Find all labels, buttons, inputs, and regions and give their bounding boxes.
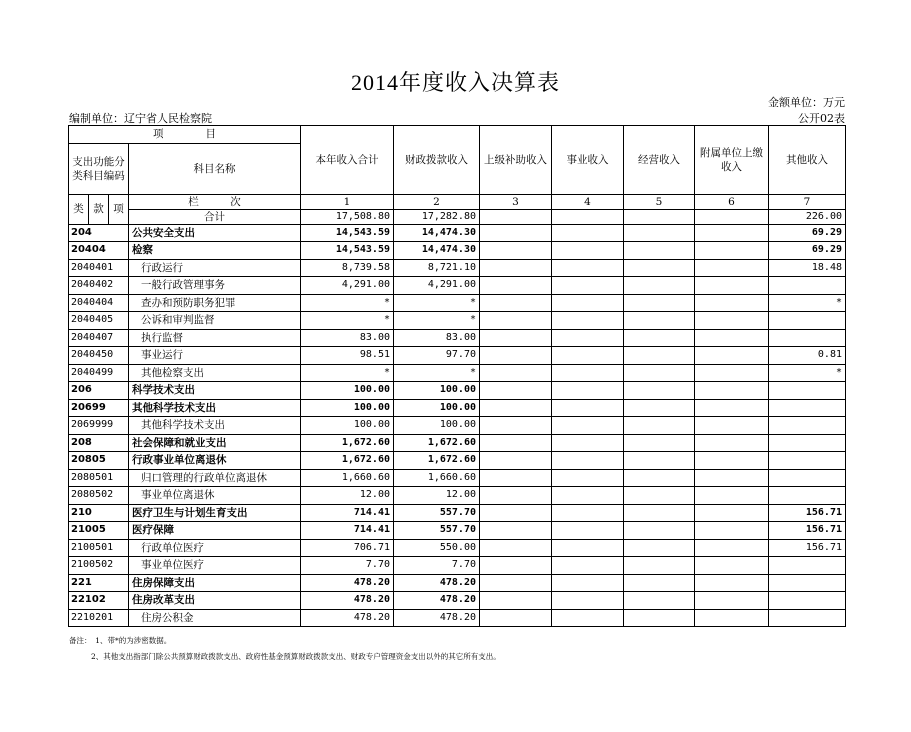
table-row (69, 522, 846, 540)
row-c2: 557.70 (394, 522, 480, 540)
row-c2: 14,474.30 (394, 242, 480, 260)
header-lei: 类 (69, 194, 89, 224)
note-1: 备注： 1、带*的为涉密数据。 (69, 636, 172, 645)
table-row (69, 312, 846, 330)
row-c5 (624, 452, 695, 470)
row-c1: * (301, 294, 394, 312)
row-c6 (695, 609, 769, 627)
row-c4 (552, 399, 624, 417)
row-c5 (624, 609, 695, 627)
row-subject-name: 行政运行 (129, 259, 301, 277)
row-subject-name: 医疗保障 (129, 522, 301, 540)
header-col4: 事业收入 (552, 126, 624, 195)
row-c4 (552, 574, 624, 592)
header-col5: 经营收入 (624, 126, 695, 195)
organization-label: 编制单位：辽宁省人民检察院 (69, 112, 212, 125)
row-c1: 1,660.60 (301, 469, 394, 487)
table-row (69, 242, 846, 260)
row-subject-name: 检察 (129, 242, 301, 260)
row-c1: 100.00 (301, 399, 394, 417)
row-subject-name: 事业单位离退休 (129, 487, 301, 505)
row-c7: 156.71 (769, 522, 846, 540)
row-c6 (695, 522, 769, 540)
row-subject-name: 查办和预防职务犯罪 (129, 294, 301, 312)
total-c3 (480, 209, 552, 224)
row-c3 (480, 592, 552, 610)
row-c2: 550.00 (394, 539, 480, 557)
row-code: 2210201 (69, 609, 129, 627)
row-c5 (624, 312, 695, 330)
row-c3 (480, 522, 552, 540)
row-c3 (480, 504, 552, 522)
row-c5 (624, 434, 695, 452)
row-c2: 478.20 (394, 574, 480, 592)
table-row (69, 364, 846, 382)
row-c5 (624, 364, 695, 382)
row-subject-name: 社会保障和就业支出 (129, 434, 301, 452)
row-c4 (552, 434, 624, 452)
row-c2: 1,660.60 (394, 469, 480, 487)
row-subject-name: 行政事业单位离退休 (129, 452, 301, 470)
row-c6 (695, 224, 769, 242)
row-c2: 100.00 (394, 417, 480, 435)
row-c6 (695, 277, 769, 295)
row-c3 (480, 574, 552, 592)
total-c2: 17,282.80 (394, 209, 480, 224)
row-c5 (624, 557, 695, 575)
row-c6 (695, 259, 769, 277)
amount-unit-label: 金额单位：万元 (768, 96, 845, 109)
row-c1: * (301, 364, 394, 382)
row-c6 (695, 382, 769, 400)
row-c6 (695, 539, 769, 557)
row-c4 (552, 609, 624, 627)
row-c3 (480, 452, 552, 470)
row-c2: 4,291.00 (394, 277, 480, 295)
row-c3 (480, 224, 552, 242)
total-label: 合计 (129, 209, 301, 224)
row-c6 (695, 487, 769, 505)
row-c3 (480, 434, 552, 452)
row-c5 (624, 522, 695, 540)
row-code: 21005 (69, 522, 129, 540)
row-c7: * (769, 294, 846, 312)
row-c4 (552, 364, 624, 382)
row-code: 2040499 (69, 364, 129, 382)
row-c4 (552, 259, 624, 277)
row-c2: 1,672.60 (394, 434, 480, 452)
row-c4 (552, 504, 624, 522)
row-c6 (695, 557, 769, 575)
row-c1: 478.20 (301, 609, 394, 627)
page-title: 2014年度收入决算表 (350, 70, 560, 95)
row-code: 2040405 (69, 312, 129, 330)
row-c4 (552, 329, 624, 347)
row-code: 206 (69, 382, 129, 400)
header-n2: 2 (394, 194, 480, 209)
table-row (69, 277, 846, 295)
row-c2: 1,672.60 (394, 452, 480, 470)
row-c7: 69.29 (769, 224, 846, 242)
header-col3: 上级补助收入 (480, 126, 552, 195)
form-code-label: 公开02表 (798, 112, 845, 125)
header-n6: 6 (695, 194, 769, 209)
row-c3 (480, 557, 552, 575)
header-kuan: 款 (89, 194, 109, 224)
row-c7: 156.71 (769, 504, 846, 522)
row-c1: 14,543.59 (301, 242, 394, 260)
row-c6 (695, 312, 769, 330)
table-row (69, 609, 846, 627)
row-c1: 706.71 (301, 539, 394, 557)
total-c1: 17,508.80 (301, 209, 394, 224)
row-c7: 18.48 (769, 259, 846, 277)
header-func-class: 支出功能分类科目编码 (69, 143, 129, 194)
header-col6: 附属单位上缴收入 (695, 126, 769, 195)
note-2: 2、其他支出指部门除公共预算财政拨款支出、政府性基金预算财政拨款支出、财政专户管理资金支出以外的其它所有支出。 (91, 652, 501, 661)
row-code: 2040402 (69, 277, 129, 295)
row-code: 2080501 (69, 469, 129, 487)
row-c4 (552, 242, 624, 260)
row-subject-name: 科学技术支出 (129, 382, 301, 400)
table-row (69, 224, 846, 242)
row-c6 (695, 417, 769, 435)
row-c3 (480, 487, 552, 505)
row-c3 (480, 347, 552, 365)
table-row (69, 294, 846, 312)
row-c7 (769, 277, 846, 295)
table-row (69, 592, 846, 610)
row-c3 (480, 417, 552, 435)
row-c7 (769, 609, 846, 627)
row-c1: 7.70 (301, 557, 394, 575)
row-c7: * (769, 364, 846, 382)
row-subject-name: 事业单位医疗 (129, 557, 301, 575)
table-row (69, 504, 846, 522)
row-code: 20805 (69, 452, 129, 470)
row-c3 (480, 469, 552, 487)
row-c3 (480, 382, 552, 400)
row-c1: 714.41 (301, 522, 394, 540)
row-c6 (695, 399, 769, 417)
row-c5 (624, 259, 695, 277)
row-c6 (695, 364, 769, 382)
header-n1: 1 (301, 194, 394, 209)
row-c3 (480, 364, 552, 382)
table-row (69, 382, 846, 400)
row-code: 221 (69, 574, 129, 592)
row-c5 (624, 417, 695, 435)
row-c6 (695, 469, 769, 487)
row-subject-name: 其他科学技术支出 (129, 399, 301, 417)
row-c5 (624, 487, 695, 505)
row-c1: 1,672.60 (301, 452, 394, 470)
row-c5 (624, 224, 695, 242)
row-c4 (552, 294, 624, 312)
header-xiang: 项 (109, 194, 129, 224)
table-row (69, 329, 846, 347)
row-c3 (480, 399, 552, 417)
row-code: 208 (69, 434, 129, 452)
table-row (69, 434, 846, 452)
row-code: 20699 (69, 399, 129, 417)
row-c2: 12.00 (394, 487, 480, 505)
row-c1: 98.51 (301, 347, 394, 365)
row-c3 (480, 329, 552, 347)
row-c2: 478.20 (394, 609, 480, 627)
row-c2: 100.00 (394, 399, 480, 417)
row-c5 (624, 399, 695, 417)
row-code: 20404 (69, 242, 129, 260)
row-c2: 100.00 (394, 382, 480, 400)
header-n3: 3 (480, 194, 552, 209)
row-code: 2080502 (69, 487, 129, 505)
row-c3 (480, 609, 552, 627)
row-c5 (624, 574, 695, 592)
row-c6 (695, 452, 769, 470)
table-row (69, 417, 846, 435)
row-subject-name: 一般行政管理事务 (129, 277, 301, 295)
row-c6 (695, 347, 769, 365)
row-c3 (480, 539, 552, 557)
row-c7 (769, 452, 846, 470)
row-c4 (552, 469, 624, 487)
table-row (69, 259, 846, 277)
table-row (69, 469, 846, 487)
row-code: 2040401 (69, 259, 129, 277)
row-c7 (769, 469, 846, 487)
row-c1: 14,543.59 (301, 224, 394, 242)
row-c2: 478.20 (394, 592, 480, 610)
header-col7: 其他收入 (769, 126, 846, 195)
row-c4 (552, 224, 624, 242)
table-row (69, 452, 846, 470)
table-row (69, 557, 846, 575)
row-c1: 83.00 (301, 329, 394, 347)
row-c4 (552, 312, 624, 330)
row-c5 (624, 242, 695, 260)
row-c1: 478.20 (301, 574, 394, 592)
row-c7: 156.71 (769, 539, 846, 557)
row-c1: 12.00 (301, 487, 394, 505)
row-c7 (769, 329, 846, 347)
row-subject-name: 行政单位医疗 (129, 539, 301, 557)
total-c7: 226.00 (769, 209, 846, 224)
total-c4 (552, 209, 624, 224)
row-code: 2100501 (69, 539, 129, 557)
row-subject-name: 公共安全支出 (129, 224, 301, 242)
header-n4: 4 (552, 194, 624, 209)
row-c1: 478.20 (301, 592, 394, 610)
row-c4 (552, 592, 624, 610)
table-row (69, 399, 846, 417)
row-code: 2040404 (69, 294, 129, 312)
row-c3 (480, 294, 552, 312)
row-c2: 557.70 (394, 504, 480, 522)
row-c1: 1,672.60 (301, 434, 394, 452)
row-c4 (552, 557, 624, 575)
row-c2: * (394, 364, 480, 382)
row-c5 (624, 592, 695, 610)
row-subject-name: 其他检察支出 (129, 364, 301, 382)
row-c6 (695, 294, 769, 312)
row-c6 (695, 592, 769, 610)
row-c4 (552, 277, 624, 295)
row-c3 (480, 259, 552, 277)
row-c5 (624, 329, 695, 347)
row-c1: 4,291.00 (301, 277, 394, 295)
row-subject-name: 住房公积金 (129, 609, 301, 627)
row-c6 (695, 242, 769, 260)
row-c2: 97.70 (394, 347, 480, 365)
row-c5 (624, 504, 695, 522)
table-row (69, 487, 846, 505)
row-c7 (769, 487, 846, 505)
row-c5 (624, 469, 695, 487)
row-c7 (769, 592, 846, 610)
header-item: 项 目 (69, 126, 301, 144)
row-c2: 7.70 (394, 557, 480, 575)
row-c4 (552, 347, 624, 365)
row-c4 (552, 417, 624, 435)
row-subject-name: 医疗卫生与计划生育支出 (129, 504, 301, 522)
row-c4 (552, 452, 624, 470)
row-c2: 83.00 (394, 329, 480, 347)
row-c7 (769, 574, 846, 592)
total-c5 (624, 209, 695, 224)
row-c2: 8,721.10 (394, 259, 480, 277)
row-c7 (769, 382, 846, 400)
header-n7: 7 (769, 194, 846, 209)
row-c7 (769, 417, 846, 435)
row-subject-name: 执行监督 (129, 329, 301, 347)
row-c1: * (301, 312, 394, 330)
row-code: 204 (69, 224, 129, 242)
row-c5 (624, 277, 695, 295)
row-c4 (552, 487, 624, 505)
header-lanci: 栏 次 (129, 194, 301, 209)
row-c2: * (394, 294, 480, 312)
row-subject-name: 住房保障支出 (129, 574, 301, 592)
row-c3 (480, 312, 552, 330)
row-c6 (695, 504, 769, 522)
row-c1: 8,739.58 (301, 259, 394, 277)
row-c2: 14,474.30 (394, 224, 480, 242)
row-c7: 0.81 (769, 347, 846, 365)
row-subject-name: 公诉和审判监督 (129, 312, 301, 330)
row-c5 (624, 539, 695, 557)
row-c7 (769, 434, 846, 452)
row-code: 210 (69, 504, 129, 522)
total-c6 (695, 209, 769, 224)
row-c4 (552, 522, 624, 540)
row-c7 (769, 557, 846, 575)
header-n5: 5 (624, 194, 695, 209)
row-c5 (624, 294, 695, 312)
row-c5 (624, 347, 695, 365)
row-c4 (552, 539, 624, 557)
header-col2: 财政拨款收入 (394, 126, 480, 195)
table-row (69, 347, 846, 365)
row-subject-name: 事业运行 (129, 347, 301, 365)
income-table (68, 125, 846, 627)
row-code: 2040407 (69, 329, 129, 347)
row-c3 (480, 242, 552, 260)
row-code: 2100502 (69, 557, 129, 575)
row-subject-name: 归口管理的行政单位离退休 (129, 469, 301, 487)
row-c7 (769, 312, 846, 330)
row-c6 (695, 329, 769, 347)
row-c2: * (394, 312, 480, 330)
row-c6 (695, 574, 769, 592)
row-code: 2040450 (69, 347, 129, 365)
row-c7: 69.29 (769, 242, 846, 260)
row-c3 (480, 277, 552, 295)
row-c4 (552, 382, 624, 400)
header-col1: 本年收入合计 (301, 126, 394, 195)
row-c1: 100.00 (301, 382, 394, 400)
row-c1: 100.00 (301, 417, 394, 435)
row-subject-name: 住房改革支出 (129, 592, 301, 610)
row-c6 (695, 434, 769, 452)
table-row (69, 539, 846, 557)
row-code: 2069999 (69, 417, 129, 435)
row-subject-name: 其他科学技术支出 (129, 417, 301, 435)
row-c5 (624, 382, 695, 400)
table-row (69, 574, 846, 592)
header-subject-name: 科目名称 (129, 143, 301, 194)
row-code: 22102 (69, 592, 129, 610)
row-c7 (769, 399, 846, 417)
row-c1: 714.41 (301, 504, 394, 522)
